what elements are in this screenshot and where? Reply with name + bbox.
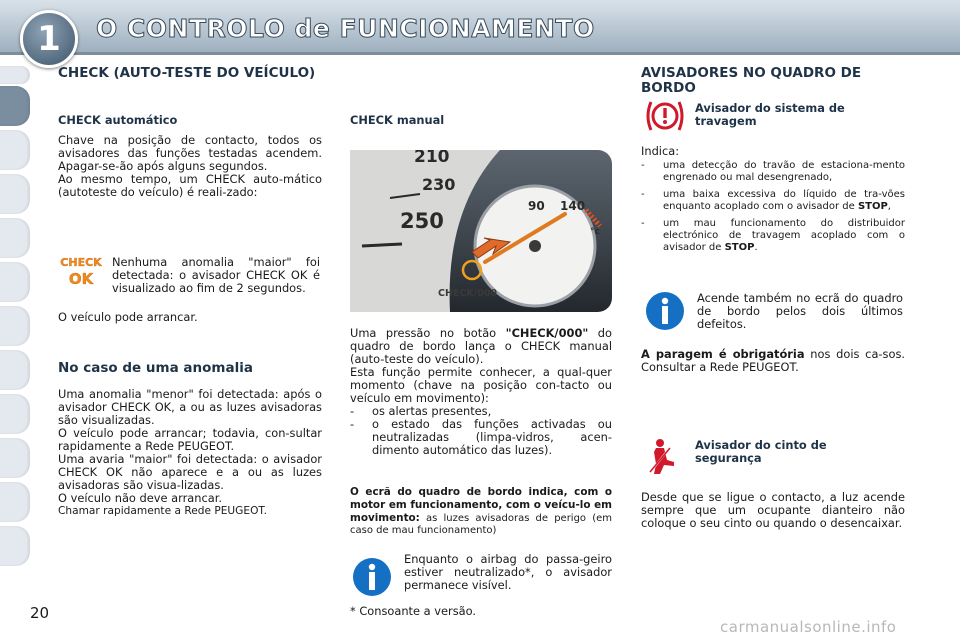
manual-item-2: - o estado das funções activadas ou neutralizadas (limpa-vidros, acen-dimento automático das luzes).	[350, 417, 612, 457]
side-tab[interactable]	[0, 174, 30, 214]
check-auto-p2: Ao mesmo tempo, um CHECK auto-mático (autoteste do veículo) é reali-zado:	[58, 172, 322, 199]
speed-tick-250: 250	[400, 209, 444, 233]
anomaly-heading: No caso de uma anomalia	[58, 360, 253, 376]
manual-p2: Esta função permite conhecer, a qual-quer momento (chave na posição con-tacto ou veículo em movimento):	[350, 365, 612, 405]
indica-label: Indica:	[641, 144, 680, 158]
watermark: carmanualsonline.info	[720, 618, 897, 636]
chapter-badge: 1	[20, 10, 78, 68]
temp-tick-140: 140	[560, 199, 586, 213]
display-note: O ecrã do quadro de bordo indica, com o motor em funcionamento, com o veícu-lo em movimento: as luzes avisadoras de perigo (em caso de mau funcionamento)	[350, 486, 612, 536]
check-auto-title: CHECK automático	[58, 113, 178, 127]
page-number: 20	[30, 604, 50, 622]
anomaly-p1: Uma anomalia "menor" foi detectada: após o avisador CHECK OK, a ou as luzes avisadoras são visualizadas.	[58, 387, 322, 427]
check-heading: CHECK (AUTO-TESTE DO VEÍCULO)	[58, 65, 316, 81]
page-title: O CONTROLO de FUNCIONAMENTO	[96, 14, 595, 43]
anomaly-p2: O veículo pode arrancar; todavia, con-sultar rapidamente a Rede PEUGEOT.	[58, 426, 322, 453]
brake-item-3: - um mau funcionamento do distribuidor electrónico de travagem acoplado com o avisador de STOP.	[641, 218, 905, 253]
check-auto-p1: Chave na posição de contacto, todos os avisadores das funções testadas acendem. Apagar-se-ão após alguns segundos.	[58, 133, 322, 173]
header-rule	[0, 52, 960, 55]
seatbelt-warning-icon	[646, 438, 680, 476]
info-icon	[352, 557, 392, 597]
side-tab[interactable]	[0, 526, 30, 566]
side-tab[interactable]	[0, 130, 30, 170]
brake-item-1: - uma detecção do travão de estaciona-mento engrenado ou mal desengrenado,	[641, 160, 905, 183]
temp-unit: °c	[590, 227, 600, 237]
anomaly-p5: Chamar rapidamente a Rede PEUGEOT.	[58, 505, 267, 517]
manual-item-1: - os alertas presentes,	[350, 404, 492, 418]
seatbelt-text: Desde que se ligue o contacto, a luz acende sempre que um ocupante dianteiro não coloque o seu cinto ou quando o desencaixar.	[641, 490, 905, 530]
info-icon	[645, 291, 685, 331]
speed-tick-230: 230	[422, 175, 456, 194]
airbag-text: Enquanto o airbag do passa-geiro estiver neutralizado*, o avisador permanece visível.	[404, 552, 612, 592]
seatbelt-title: Avisador do cinto de segurança	[695, 438, 827, 465]
temp-tick-90: 90	[528, 199, 545, 213]
side-tab[interactable]	[0, 482, 30, 522]
side-tab[interactable]	[0, 218, 30, 258]
instrument-cluster-image	[350, 150, 612, 312]
side-tab[interactable]	[0, 350, 30, 390]
side-tab[interactable]	[0, 66, 30, 84]
start-ok-text: O veículo pode arrancar.	[58, 310, 198, 324]
footnote: * Consoante a versão.	[350, 604, 476, 618]
stop-text: A paragem é obrigatória nos dois ca-sos. Consultar a Rede PEUGEOT.	[641, 347, 905, 374]
brake-title: Avisador do sistema de travagem	[695, 101, 845, 128]
speed-tick-210: 210	[414, 150, 450, 167]
side-tab[interactable]	[0, 306, 30, 346]
check-ok-icon: CHECK OK	[60, 256, 102, 288]
side-tab[interactable]	[0, 438, 30, 478]
warnings-heading: AVISADORES NO QUADRO DE BORDO	[641, 65, 862, 96]
anomaly-p4: O veículo não deve arrancar.	[58, 491, 222, 505]
check-000-label: CHECK/000	[438, 288, 498, 299]
brake-item-2: - uma baixa excessiva do líquido de tra-vões enquanto acoplado com o avisador de STOP,	[641, 189, 905, 212]
brake-warning-icon	[644, 98, 686, 134]
side-tab[interactable]	[0, 262, 30, 302]
side-tab-active[interactable]	[0, 86, 30, 126]
check-manual-title: CHECK manual	[350, 113, 445, 127]
info-text: Acende também no ecrã do quadro de bordo pelos dois últimos defeitos.	[697, 291, 903, 331]
manual-p1: Uma pressão no botão "CHECK/000" do quadro de bordo lança o CHECK manual (auto-teste do veículo).	[350, 326, 612, 366]
check-ok-text: Nenhuma anomalia "maior" foi detectada: o avisador CHECK OK é visualizado ao fim de 2 segundos.	[112, 255, 320, 295]
side-tab[interactable]	[0, 394, 30, 434]
anomaly-p3: Uma avaria "maior" foi detectada: o avisador CHECK OK não aparece e a ou as luzes avisadoras são visua-lizadas.	[58, 452, 322, 492]
